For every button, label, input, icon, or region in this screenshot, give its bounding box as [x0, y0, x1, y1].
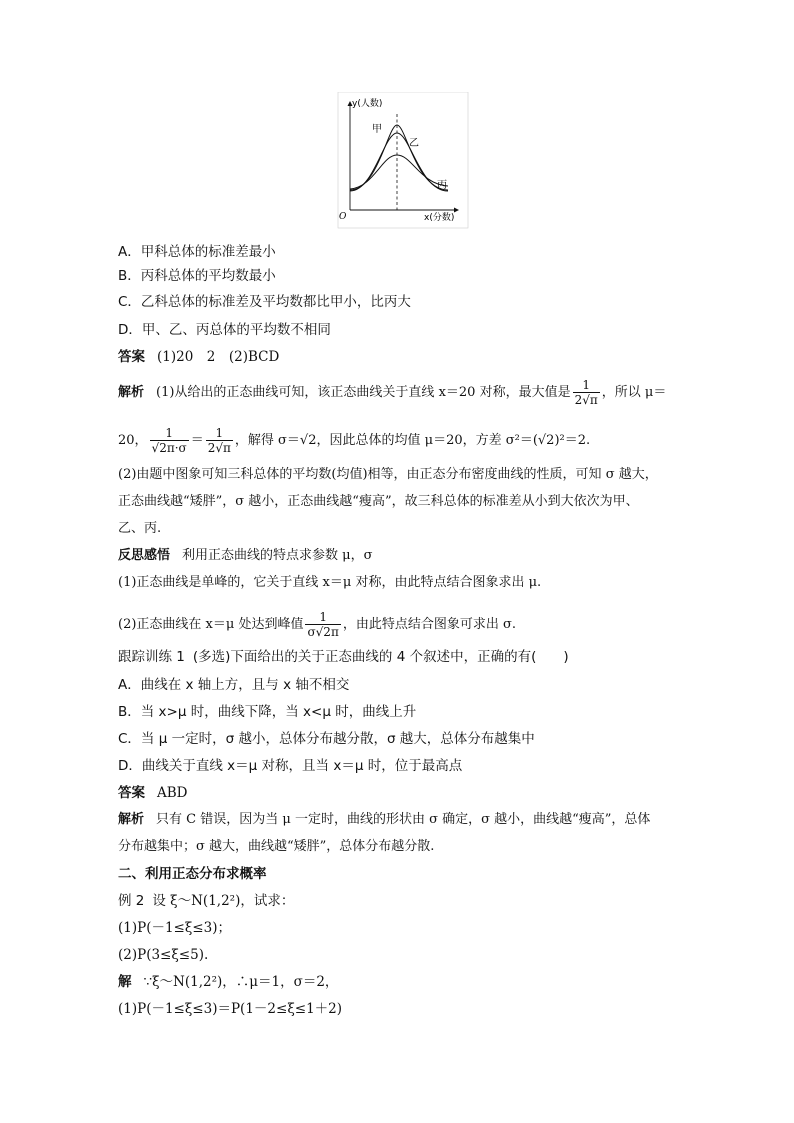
- analysis-1-text-1: (1)从给出的正态曲线可知，该正态曲线关于直线 x＝20 对称，最大值是: [156, 385, 571, 400]
- curve-bing-label: 丙: [437, 180, 447, 191]
- analysis-1-line-2: [118, 426, 590, 455]
- solution-line-2: (1)P(－1≤ξ≤3)＝P(1－2≤ξ≤1＋2): [118, 1001, 343, 1017]
- equals-sign: ＝: [190, 433, 204, 448]
- reflection-title: [118, 546, 372, 566]
- training-option-c: C．当 μ 一定时，σ 越小，总体分布越分散，σ 越大，总体分布越集中: [118, 731, 535, 747]
- example-text: 设 ξ～N(1,2²)，试求：: [152, 893, 295, 909]
- training-option-d: D．曲线关于直线 x＝μ 对称，且当 x＝μ 时，位于最高点: [118, 758, 463, 774]
- fraction-numerator: 1: [573, 378, 600, 393]
- answer-2: [118, 783, 188, 803]
- fraction: [305, 610, 340, 639]
- q1-option-c: C．乙科总体的标准差及平均数都比甲小，比丙大: [118, 294, 411, 310]
- normal-curves-figure: [330, 92, 470, 230]
- curve-yi-label: 乙: [409, 138, 419, 149]
- fraction: [206, 426, 233, 455]
- fraction-denominator: σ√2π: [307, 625, 339, 639]
- analysis-1-line-3: (2)由题中图象可知三科总体的平均数(均值)相等，由正态分布密度曲线的性质，可知 σ 越大，: [118, 467, 658, 482]
- training-option-b: B．当 x>μ 时，曲线下降，当 x<μ 时，曲线上升: [118, 704, 417, 720]
- training-option-a: A．曲线在 x 轴上方，且与 x 轴不相交: [118, 677, 350, 693]
- analysis-1-text-1-end: ，所以 μ＝: [601, 385, 667, 400]
- answer-1: [118, 347, 279, 367]
- analysis-2-line-1: [118, 810, 650, 830]
- q1-option-b: B．丙科总体的平均数最小: [118, 268, 276, 284]
- figure-frame: [338, 92, 468, 228]
- answer-text: ABD: [157, 785, 188, 801]
- answer-text: (1)20 2 (2)BCD: [157, 349, 280, 365]
- fraction: [150, 426, 189, 455]
- y-axis-label: y(人数): [352, 99, 383, 109]
- reflection-item-1: (1)正态曲线是单峰的，它关于直线 x＝μ 对称，由此特点结合图象求出 μ.: [118, 575, 542, 590]
- analysis-1-line-4: 正态曲线越“矮胖”，σ 越小，正态曲线越“瘦高”，故三科总体的标准差从小到大依次为甲、: [118, 494, 639, 509]
- fraction-numerator: 1: [150, 426, 189, 441]
- reflection-item-2-start: (2)正态曲线在 x＝μ 处达到峰值: [118, 617, 304, 632]
- training-question: [118, 647, 569, 667]
- answer-label: 答案: [118, 785, 145, 801]
- x-axis-arrow: [454, 208, 459, 213]
- x-axis-label: x(分数): [424, 213, 455, 223]
- q1-option-a: A．甲科总体的标准差最小: [118, 244, 276, 260]
- reflection-label: 反思感悟: [118, 548, 171, 563]
- q1-option-d: D．甲、乙、丙总体的平均数不相同: [118, 322, 331, 338]
- fraction-denominator: 2√π: [207, 441, 231, 455]
- fraction-denominator: 2√π: [574, 393, 598, 407]
- training-label: 跟踪训练 1: [118, 649, 185, 665]
- answer-label: 答案: [118, 349, 145, 365]
- solution-label: 解: [118, 974, 132, 990]
- analysis-1-text-2-start: 20，: [118, 433, 148, 448]
- analysis-1-text-2-end: ，解得 σ＝√2，因此总体的均值 μ＝20，方差 σ²＝(√2)²＝2.: [234, 433, 591, 448]
- section-title: 二、利用正态分布求概率: [118, 866, 267, 882]
- curve-jia: [350, 125, 448, 190]
- curve-bing: [350, 155, 448, 189]
- training-text: (多选)下面给出的关于正态曲线的 4 个叙述中，正确的有( ): [192, 649, 569, 665]
- fraction-numerator: 1: [305, 610, 340, 625]
- analysis-2-line-2: 分布越集中；σ 越大，曲线越“矮胖”，总体分布越分散.: [118, 839, 435, 854]
- reflection-item-2-end: ，由此特点结合图象可求出 σ.: [342, 617, 516, 632]
- example-2-q2: (2)P(3≤ξ≤5).: [118, 947, 209, 963]
- analysis-label: 解析: [118, 812, 145, 827]
- solution-text-1: ∵ξ～N(1,2²)，∴μ＝1，σ＝2，: [143, 974, 339, 990]
- solution-line-1: [118, 972, 338, 992]
- example-2-q1: (1)P(－1≤ξ≤3)；: [118, 920, 231, 936]
- reflection-title-text: 利用正态曲线的特点求参数 μ，σ: [182, 548, 373, 563]
- analysis-1-line-5: 乙、丙.: [118, 521, 162, 536]
- fraction: [573, 378, 600, 407]
- fraction-numerator: 1: [206, 426, 233, 441]
- example-label: 例 2: [118, 893, 145, 909]
- curve-jia-label: 甲: [372, 124, 382, 135]
- fraction-denominator: √2π·σ: [151, 441, 187, 455]
- analysis-1-line-1: [118, 378, 666, 407]
- origin-label: O: [339, 212, 347, 222]
- analysis-2-text-1: 只有 C 错误，因为当 μ 一定时，曲线的形状由 σ 确定，σ 越小，曲线越“瘦高”，总体: [156, 812, 651, 827]
- analysis-label: 解析: [118, 385, 145, 400]
- example-2: [118, 891, 294, 911]
- reflection-item-2: [118, 610, 516, 639]
